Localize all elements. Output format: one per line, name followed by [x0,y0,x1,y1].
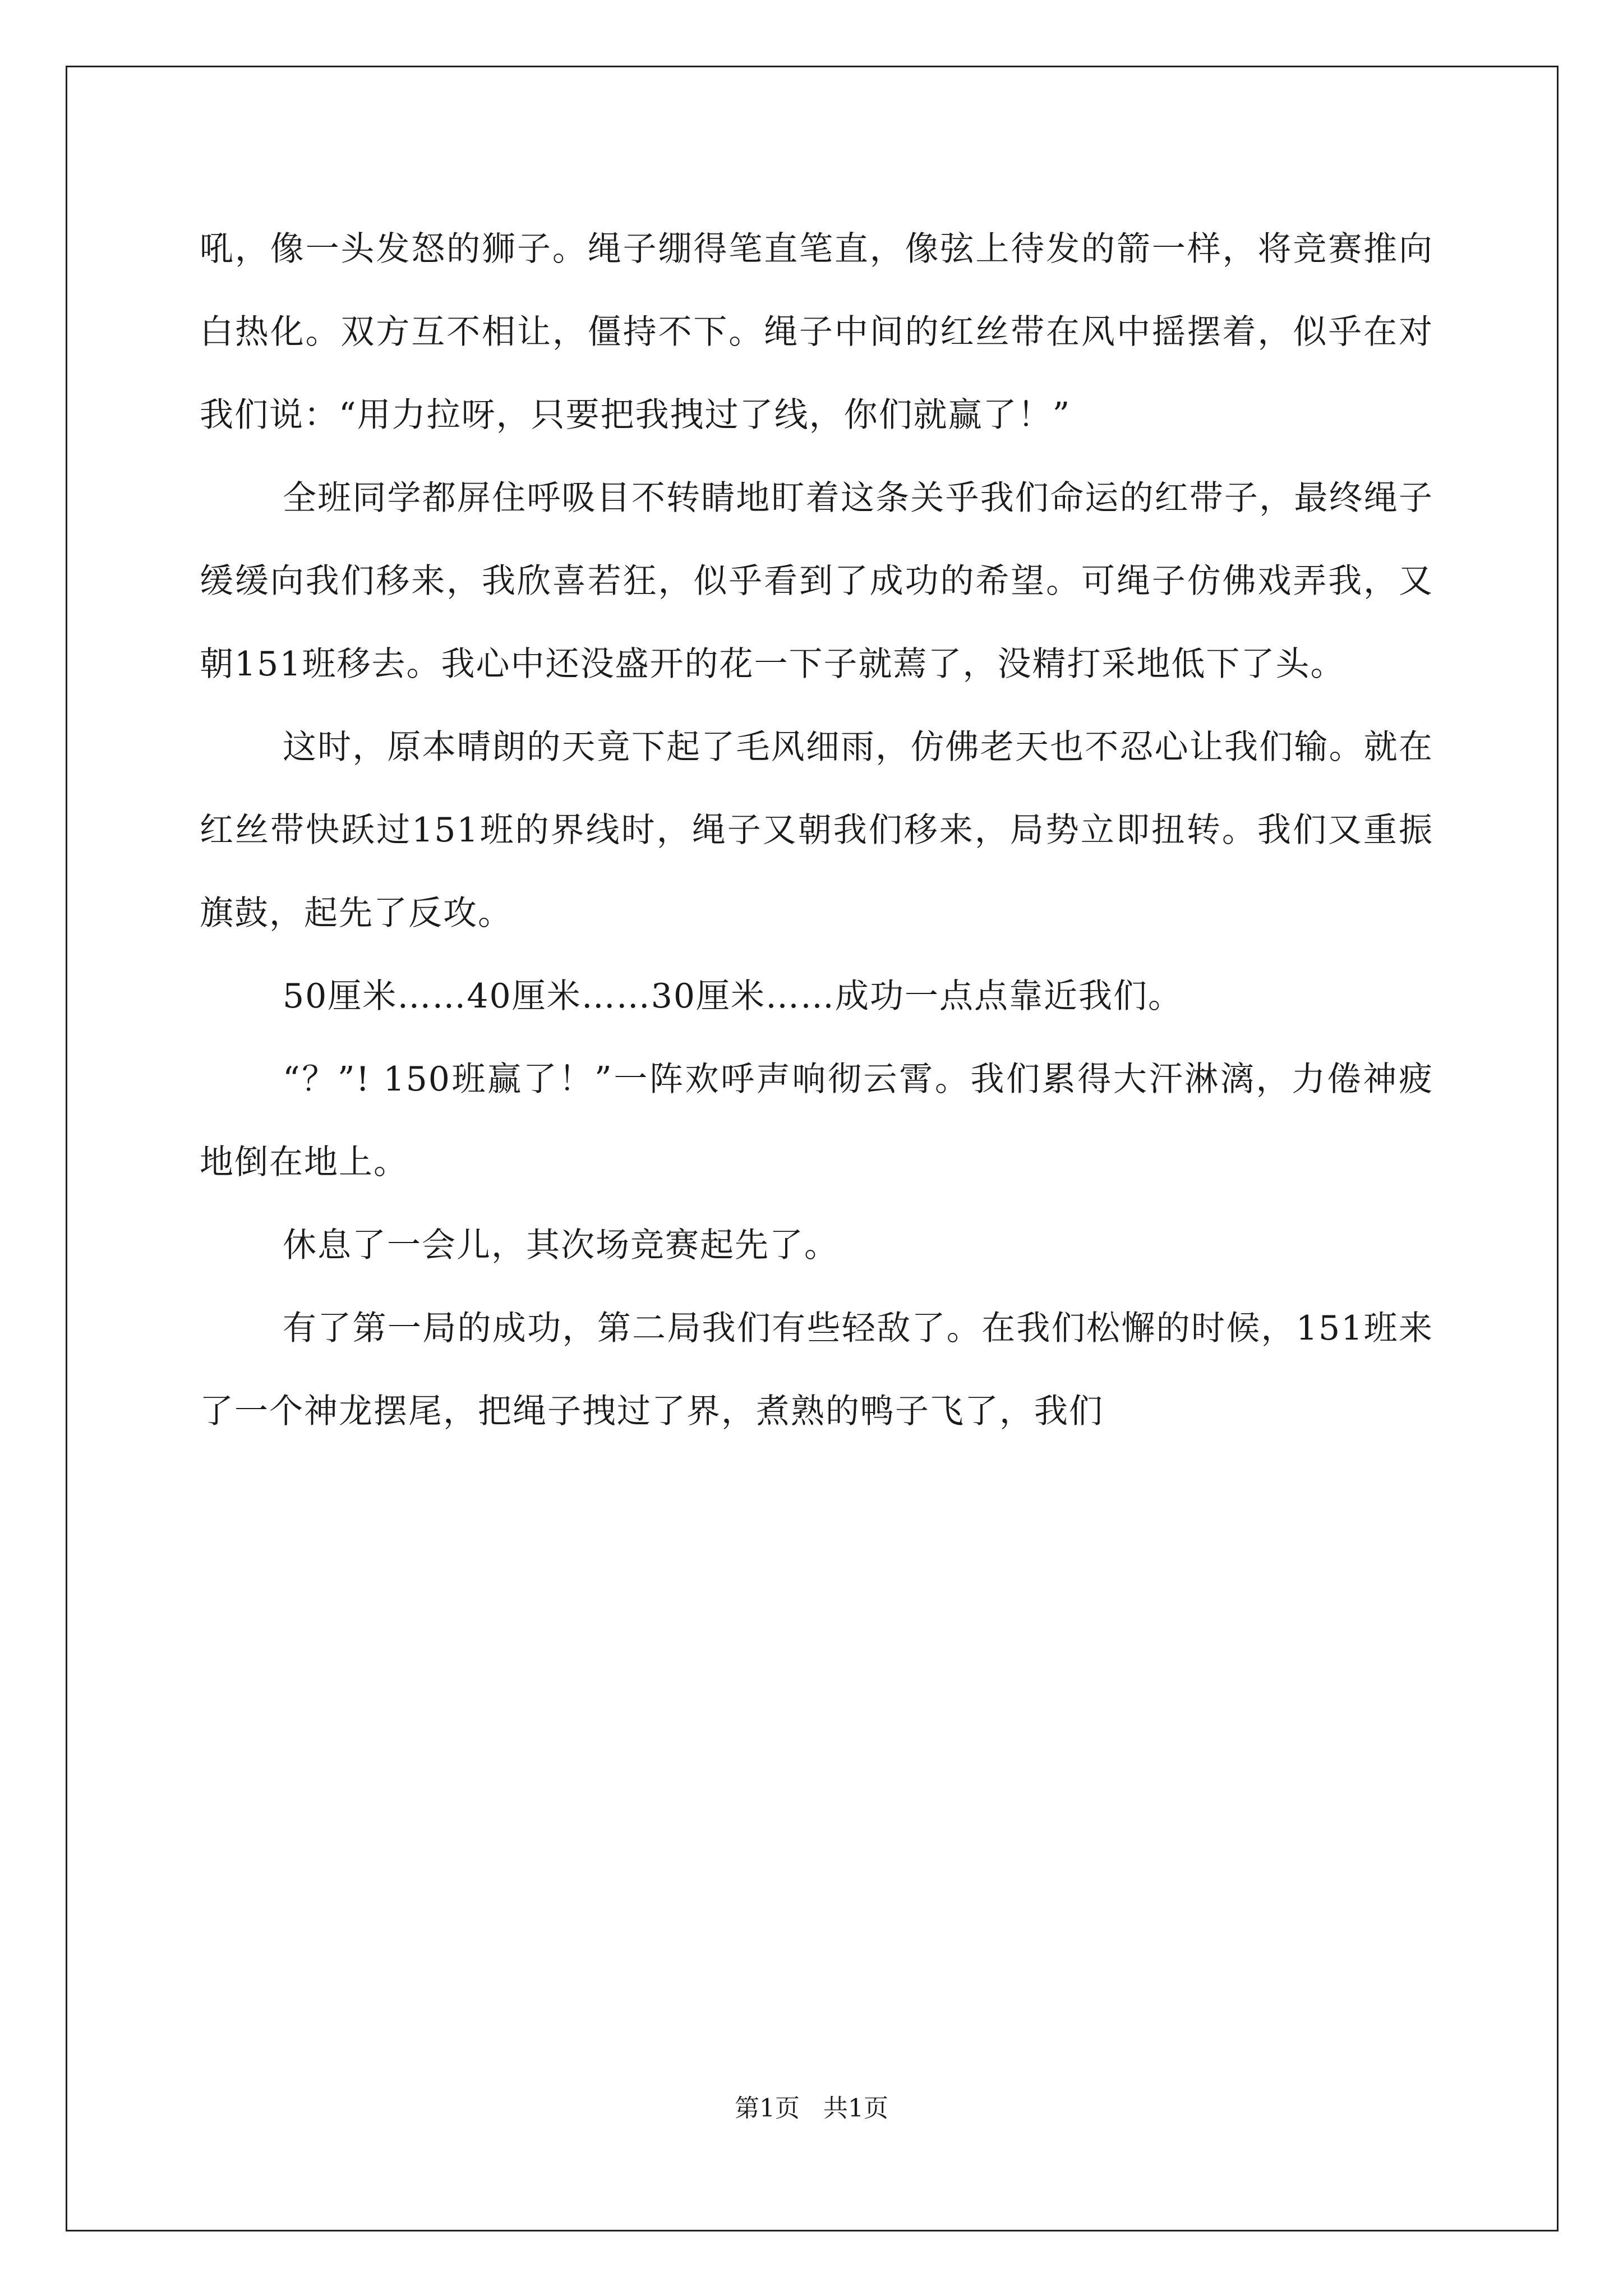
paragraph-5: “？”! 150班赢了！”一阵欢呼声响彻云霄。我们累得大汗淋漓，力倦神疲地倒在地上。 [200,1060,1433,1182]
paragraph-2: 全班同学都屏住呼吸目不转睛地盯着这条关乎我们命运的红带子，最终绳子缓缓向我们移来，我欣喜若狂，似乎看到了成功的希望。可绳子仿佛戏弄我，又朝151班移去。我心中还没盛开的花一下子就蔫了，没精打采地低下了头。 [200,478,1433,684]
page-total: 共1页 [823,2094,888,2123]
page-footer [0,2088,1623,2124]
paragraph-3: 这时，原本晴朗的天竟下起了毛风细雨，仿佛老天也不忍心让我们输。就在红丝带快跃过151班的界线时，绳子又朝我们移来，局势立即扭转。我们又重振旗鼓，起先了反攻。 [200,728,1433,933]
paragraph-7: 有了第一局的成功，第二局我们有些轻敌了。在我们松懈的时候，151班来了一个神龙摆尾，把绳子拽过了界，煮熟的鸭子飞了，我们 [200,1309,1433,1431]
paragraph-6: 休息了一会儿，其次场竞赛起先了。 [283,1226,839,1265]
document-body [200,208,1433,1453]
paragraph-4: 50厘米……40厘米……30厘米……成功一点点靠近我们。 [283,977,1183,1016]
paragraph-1: 吼，像一头发怒的狮子。绳子绷得笔直笔直，像弦上待发的箭一样，将竞赛推向白热化。双方互不相让，僵持不下。绳子中间的红丝带在风中摇摆着，似乎在对我们说：“用力拉呀，只要把我拽过了线，你们就赢了！” [200,229,1433,435]
page-number: 第1页 [735,2094,800,2123]
